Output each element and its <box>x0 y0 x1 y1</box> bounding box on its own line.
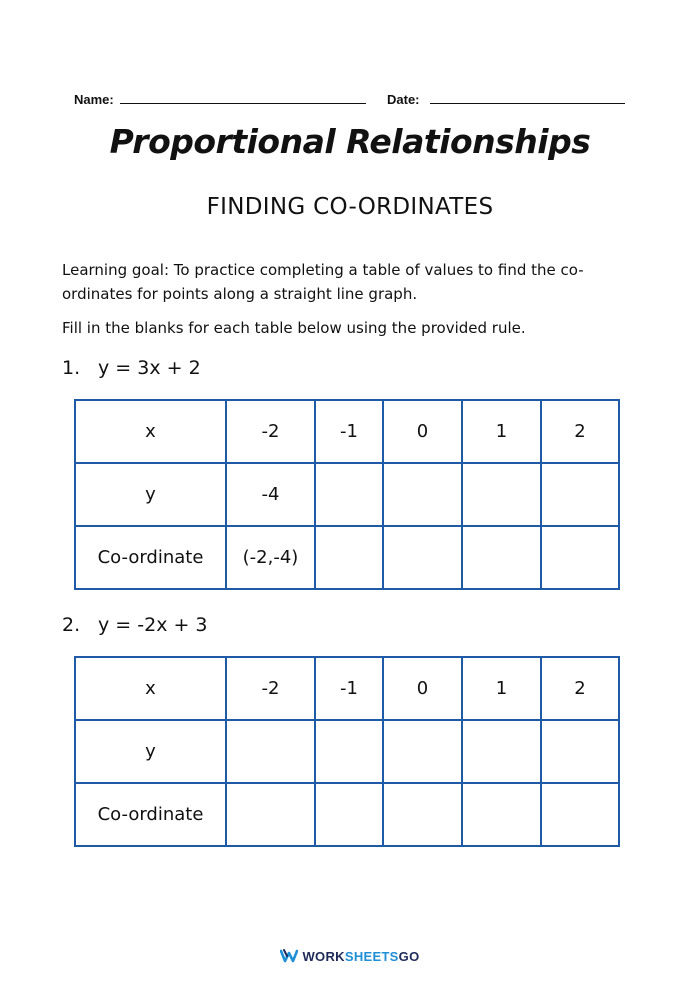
x-value-cell: -2 <box>226 657 315 720</box>
y-blank-cell[interactable] <box>383 720 462 783</box>
coordinate-blank-cell[interactable] <box>462 783 541 846</box>
table-row-y <box>75 463 619 526</box>
x-value-cell: 1 <box>462 400 541 463</box>
problem-1-number: 1. <box>62 357 81 379</box>
problem-2-heading <box>62 614 208 636</box>
problem-1-rule: y = 3x + 2 <box>98 357 201 379</box>
table-row-coordinate <box>75 526 619 589</box>
table-row-x <box>75 657 619 720</box>
coordinate-blank-cell[interactable] <box>226 783 315 846</box>
y-value-cell: -4 <box>226 463 315 526</box>
y-blank-cell[interactable] <box>315 720 383 783</box>
footer-logo <box>0 949 700 966</box>
row-label-y: y <box>75 463 226 526</box>
table-row-x <box>75 400 619 463</box>
coordinate-blank-cell[interactable] <box>383 526 462 589</box>
x-value-cell: 0 <box>383 657 462 720</box>
coordinate-value-cell: (-2,-4) <box>226 526 315 589</box>
y-blank-cell[interactable] <box>462 463 541 526</box>
problem-1-heading <box>62 357 201 379</box>
x-value-cell: -1 <box>315 400 383 463</box>
x-value-cell: 1 <box>462 657 541 720</box>
x-value-cell: 2 <box>541 657 619 720</box>
coordinate-blank-cell[interactable] <box>541 526 619 589</box>
table-row-coordinate <box>75 783 619 846</box>
x-value-cell: -2 <box>226 400 315 463</box>
name-field[interactable] <box>120 103 366 104</box>
date-field[interactable] <box>430 103 625 104</box>
x-value-cell: -1 <box>315 657 383 720</box>
row-label-coordinate: Co-ordinate <box>75 526 226 589</box>
x-value-cell: 2 <box>541 400 619 463</box>
name-date-row <box>74 92 626 112</box>
problem-2-number: 2. <box>62 614 81 636</box>
y-blank-cell[interactable] <box>226 720 315 783</box>
row-label-coordinate: Co-ordinate <box>75 783 226 846</box>
problem-2-rule: y = -2x + 3 <box>98 614 208 636</box>
coordinate-blank-cell[interactable] <box>315 783 383 846</box>
y-blank-cell[interactable] <box>541 463 619 526</box>
coordinate-blank-cell[interactable] <box>462 526 541 589</box>
y-blank-cell[interactable] <box>383 463 462 526</box>
row-label-x: x <box>75 657 226 720</box>
row-label-x: x <box>75 400 226 463</box>
y-blank-cell[interactable] <box>315 463 383 526</box>
brand-part-2: SHEETS <box>344 949 399 964</box>
coordinate-blank-cell[interactable] <box>541 783 619 846</box>
name-label: Name: <box>74 92 114 107</box>
problem-1-table <box>74 399 620 590</box>
brand-part-3: GO <box>398 949 420 964</box>
y-blank-cell[interactable] <box>541 720 619 783</box>
page-subtitle: FINDING CO-ORDINATES <box>206 194 494 220</box>
date-label: Date: <box>387 92 420 107</box>
learning-goal: Learning goal: To practice completing a table of values to find the co-ordinates for points along a straight line graph. <box>62 261 584 303</box>
x-value-cell: 0 <box>383 400 462 463</box>
brand-part-1: WORK <box>302 949 345 964</box>
instructions: Fill in the blanks for each table below using the provided rule. <box>62 319 526 337</box>
worksheetsgo-logo-icon <box>280 949 298 966</box>
table-row-y <box>75 720 619 783</box>
y-blank-cell[interactable] <box>462 720 541 783</box>
page-title: Proportional Relationships <box>109 122 591 161</box>
coordinate-blank-cell[interactable] <box>383 783 462 846</box>
problem-2-table <box>74 656 620 847</box>
coordinate-blank-cell[interactable] <box>315 526 383 589</box>
row-label-y: y <box>75 720 226 783</box>
